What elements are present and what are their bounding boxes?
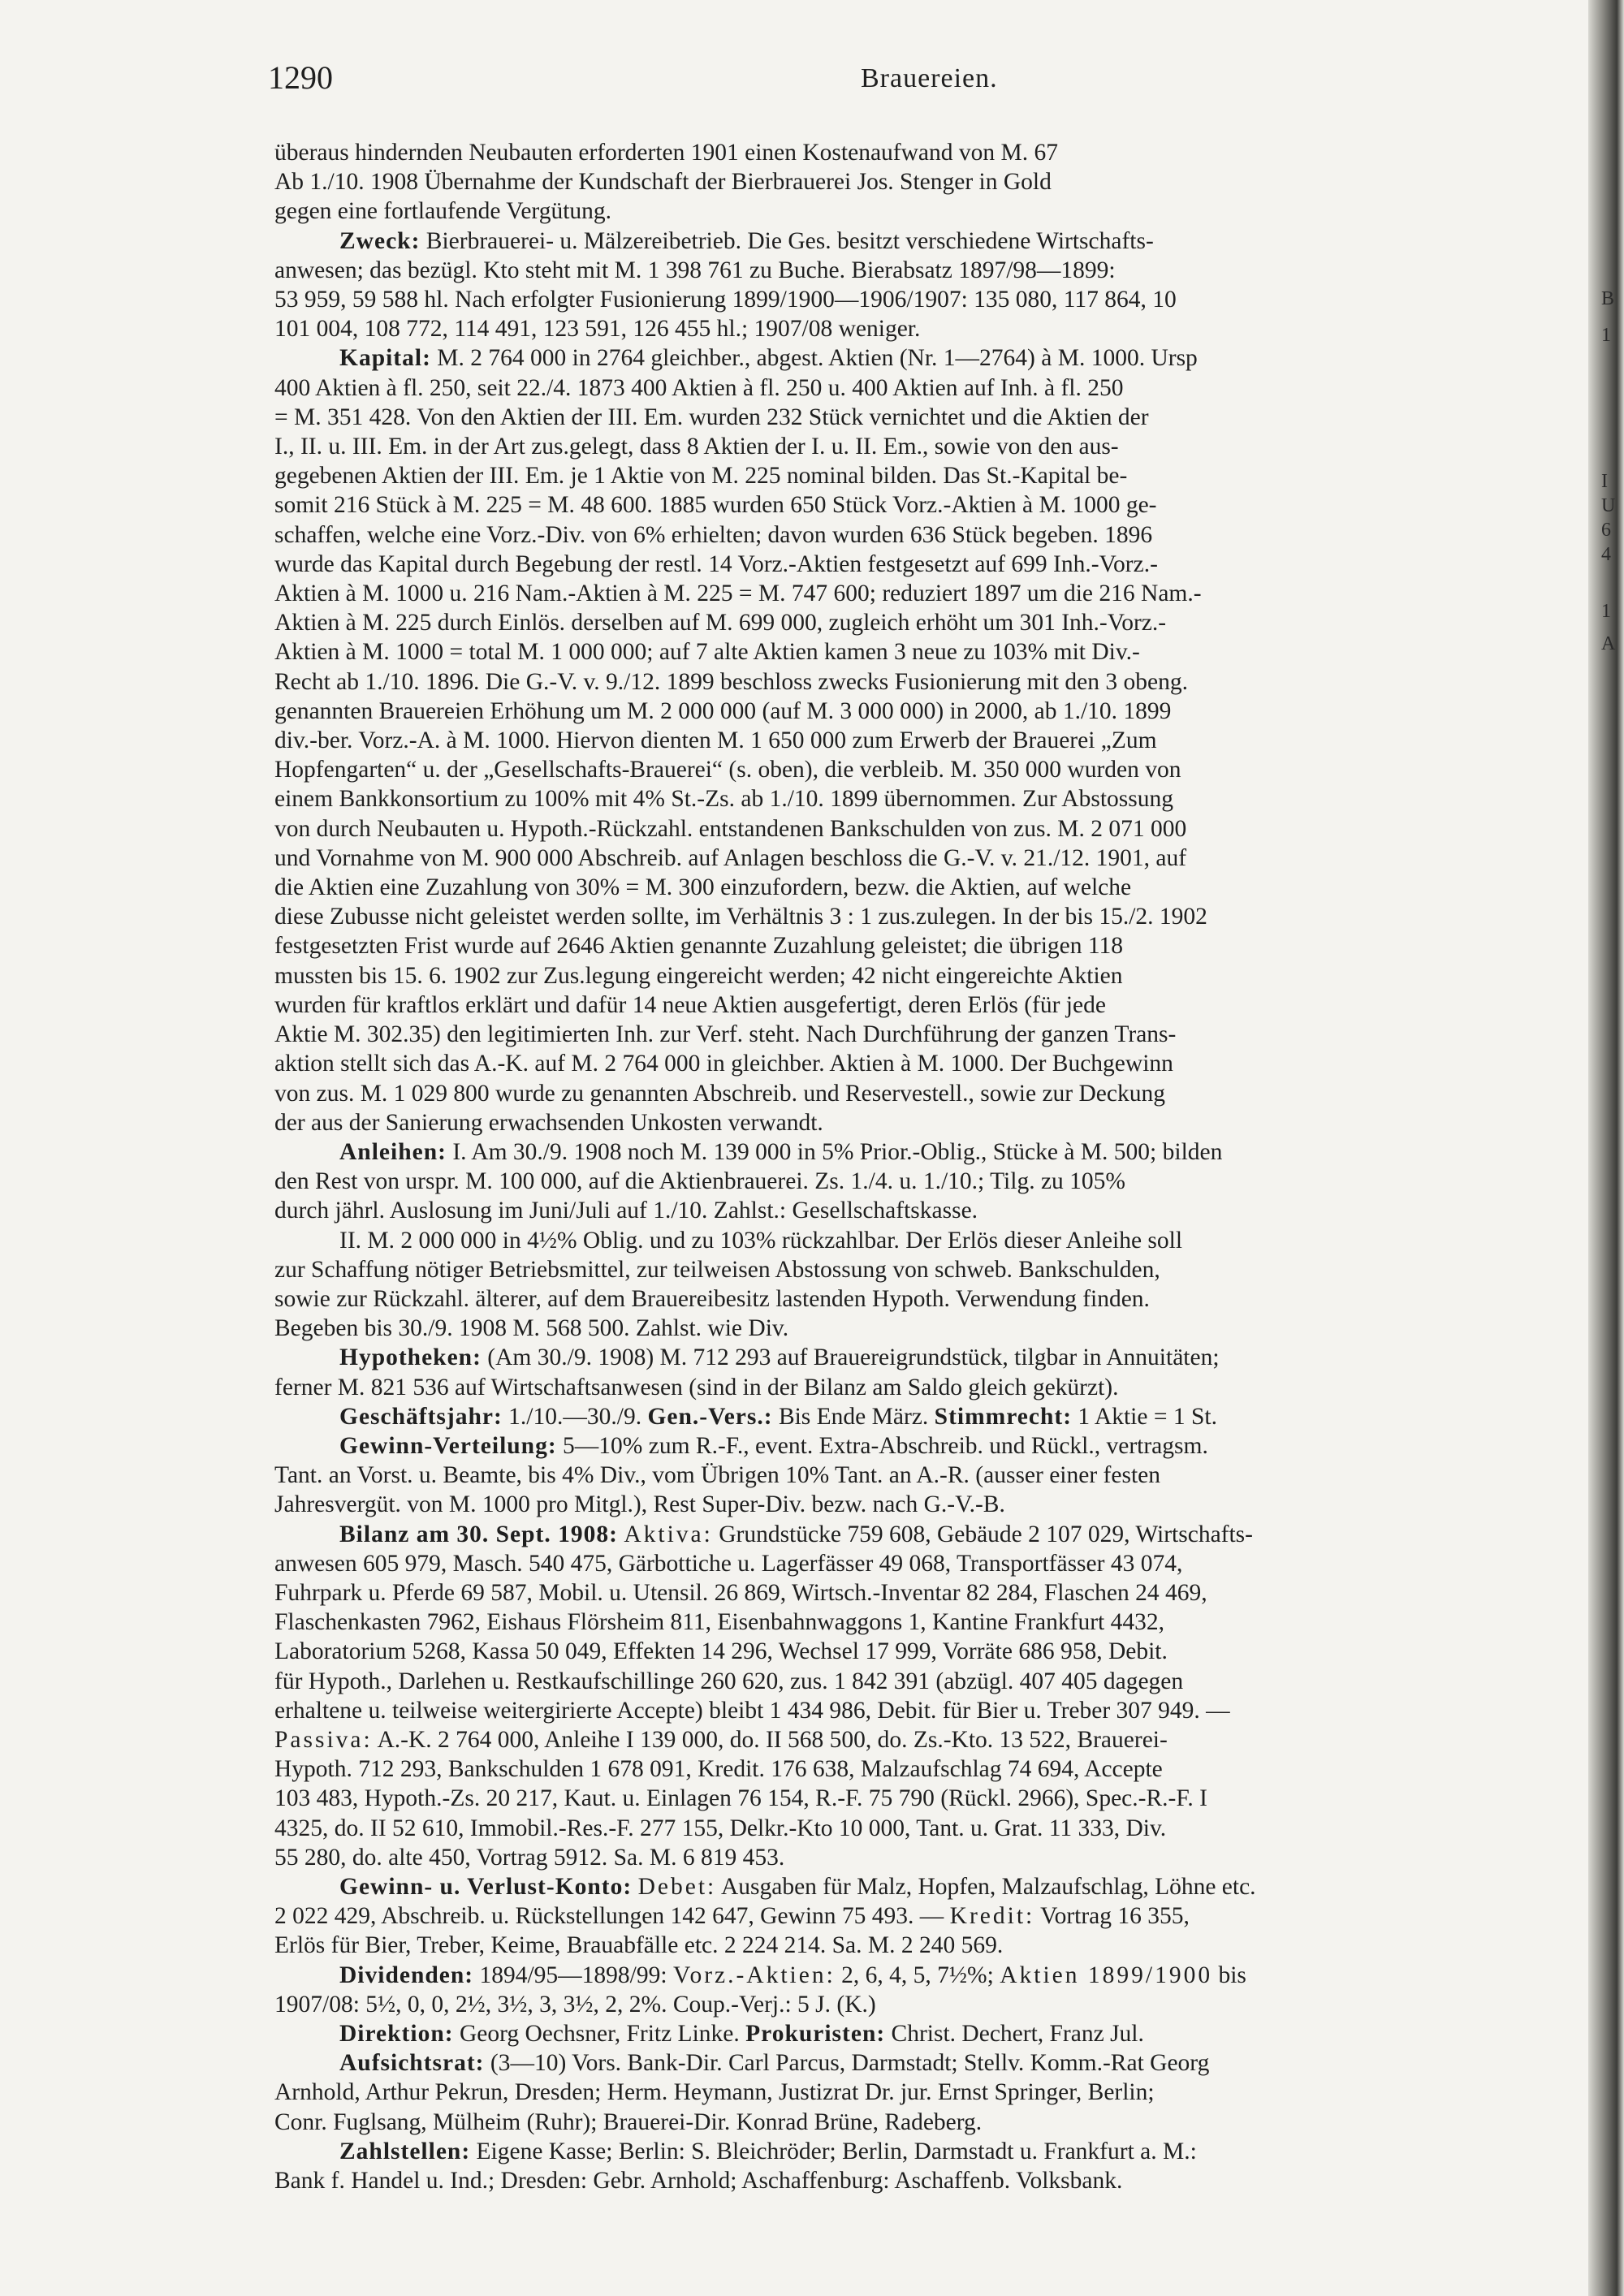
text-line: [274, 608, 1549, 637]
text-run: für Hypoth., Darlehen u. Restkaufschillinge 260 620, zus. 1 842 391 (abzügl. 407 405 dagegen: [274, 1668, 1184, 1694]
section-heading: Aufsichtsrat:: [339, 2050, 485, 2077]
text-line: [274, 1578, 1549, 1608]
text-line: [274, 227, 1549, 256]
text-line: [274, 1049, 1549, 1078]
text-run: die Aktien eine Zuzahlung von 30% = M. 300 einzufordern, bezw. die Aktien, auf welche: [274, 874, 1132, 901]
text-line: [274, 1784, 1549, 1813]
text-run: = M. 351 428. Von den Aktien der III. Em. wurden 232 Stück vernichtet und die Aktien der: [274, 404, 1149, 430]
text-run: 5—10% zum R.-F., event. Extra-Abschreib. und Rückl., vertragsm.: [556, 1432, 1208, 1459]
text-line: [274, 2137, 1549, 2166]
text-run: mussten bis 15. 6. 1902 zur Zus.legung eingereicht werden; 42 nicht eingereichte Aktien: [274, 962, 1123, 989]
text-run: Ausgaben für Malz, Hopfen, Malzaufschlag, Löhne etc.: [716, 1873, 1256, 1900]
text-run: überaus hindernden Neubauten erforderten 1901 einen Kostenaufwand von M. 67: [274, 140, 1059, 166]
text-line: [274, 1314, 1549, 1343]
text-run: 53 959, 59 588 hl. Nach erfolgter Fusionierung 1899/1900—1906/1907: 135 080, 117 864, 10: [274, 287, 1177, 313]
text-line: [274, 2166, 1549, 2195]
text-line: [274, 343, 1549, 373]
text-run: Fuhrpark u. Pferde 69 587, Mobil. u. Utensil. 26 869, Wirtsch.-Inventar 82 284, Flaschen 24 469,: [274, 1579, 1207, 1606]
text-run: (3—10) Vors. Bank-Dir. Carl Parcus, Darmstadt; Stellv. Komm.-Rat Georg: [484, 2050, 1210, 2077]
text-run: von zus. M. 1 029 800 wurde zu genannten Abschreib. und Reservestell., sowie zur Deckung: [274, 1080, 1165, 1107]
text-line: [274, 285, 1549, 314]
text-run: Bierbrauerei- u. Mälzereibetrieb. Die Ges. besitzt verschiedene Wirtschafts-: [420, 227, 1154, 254]
text-line: [274, 1608, 1549, 1637]
text-line: [274, 784, 1549, 814]
text-line: [274, 961, 1549, 990]
text-run: Recht ab 1./10. 1896. Die G.-V. v. 9./12. 1899 beschloss zwecks Fusionierung mit den 3 obeng.: [274, 668, 1188, 695]
text-run: 400 Aktien à fl. 250, seit 22./4. 1873 400 Aktien à fl. 250 u. 400 Aktien auf Inh. à fl. 250: [274, 374, 1124, 401]
text-run: aktion stellt sich das A.-K. auf M. 2 764 000 in gleichber. Aktien à M. 1000. Der Buchgewinn: [274, 1051, 1173, 1077]
text-line: [274, 1020, 1549, 1049]
section-heading: Prokuristen:: [745, 2021, 886, 2047]
page-number: 1290: [268, 59, 333, 96]
margin-fragment: 6: [1601, 520, 1611, 541]
section-heading: Hypotheken:: [339, 1344, 482, 1371]
text-run: durch jährl. Auslosung im Juni/Juli auf 1./10. Zahlst.: Gesellschaftskasse.: [274, 1198, 978, 1224]
text-line: [274, 314, 1549, 343]
text-run: Aktien à M. 1000 = total M. 1 000 000; auf 7 alte Aktien kamen 3 neue zu 103% mit Div.-: [274, 639, 1140, 666]
section-heading: Gewinn-Verteilung:: [339, 1432, 557, 1459]
text-run: Aktien à M. 225 durch Einlös. derselben auf M. 699 000, zugleich erhöht um 301 Inh.-Vorz.-: [274, 610, 1167, 637]
text-line: [274, 1754, 1549, 1784]
text-run: 1 Aktie = 1 St.: [1072, 1403, 1217, 1430]
spaced-label: Vorz.-Aktien:: [672, 1962, 836, 1988]
section-heading: Direktion:: [339, 2021, 454, 2047]
text-run: Aktie M. 302.35) den legitimierten Inh. zur Verf. steht. Nach Durchführung der ganzen Trans-: [274, 1021, 1177, 1048]
text-line: [274, 1255, 1549, 1284]
text-run: anwesen 605 979, Masch. 540 475, Gärbottiche u. Lagerfässer 49 068, Transportfässer 43 074,: [274, 1550, 1183, 1577]
text-line: [274, 902, 1549, 931]
margin-fragment: 4: [1601, 544, 1611, 565]
text-run: 4325, do. II 52 610, Immobil.-Res.-F. 277 155, Delkr.-Kto 10 000, Tant. u. Grat. 11 333, Div.: [274, 1815, 1167, 1841]
text-line: [274, 814, 1549, 844]
running-title: Brauereien.: [861, 63, 998, 93]
text-run: Hypoth. 712 293, Bankschulden 1 678 091, Kredit. 176 638, Malzaufschlag 74 694, Accepte: [274, 1756, 1163, 1783]
text-line: [274, 2078, 1549, 2107]
text-run: von durch Neubauten u. Hypoth.-Rückzahl. entstandenen Bankschulden von zus. M. 2 071 000: [274, 815, 1187, 842]
text-run: Begeben bis 30./9. 1908 M. 568 500. Zahlst. wie Div.: [274, 1315, 789, 1342]
text-line: [274, 1461, 1549, 1490]
text-run: der aus der Sanierung erwachsenden Unkosten verwandt.: [274, 1109, 823, 1136]
text-run: 2 022 429, Abschreib. u. Rückstellungen 142 647, Gewinn 75 493. —: [274, 1903, 950, 1930]
text-run: diese Zubusse nicht geleistet werden sollte, im Verhältnis 3 : 1 zus.zulegen. In der bis 15./2. 1902: [274, 904, 1207, 930]
text-run: (Am 30./9. 1908) M. 712 293 auf Brauereigrundstück, tilgbar in Annuitäten;: [481, 1344, 1220, 1371]
margin-fragment: A: [1601, 633, 1616, 654]
page-header: [268, 58, 1535, 107]
text-line: [274, 1137, 1549, 1167]
text-run: gegen eine fortlaufende Vergütung.: [274, 198, 612, 225]
text-line: [274, 1637, 1549, 1666]
text-run: Hopfengarten“ u. der „Gesellschafts-Brauerei“ (s. oben), die verbleib. M. 350 000 wurden von: [274, 757, 1181, 783]
text-line: [274, 520, 1549, 550]
text-run: I., II. u. III. Em. in der Art zus.gelegt, dass 8 Aktien der I. u. II. Em., sowie von den aus-: [274, 434, 1119, 460]
text-line: [274, 1696, 1549, 1725]
text-line: [274, 1549, 1549, 1578]
text-run: anwesen; das bezügl. Kto steht mit M. 1 398 761 zu Buche. Bierabsatz 1897/98—1899:: [274, 257, 1116, 283]
section-heading: Anleihen:: [339, 1138, 447, 1165]
margin-fragment: U: [1601, 495, 1616, 516]
margin-fragment: 1: [1601, 325, 1611, 346]
text-run: Arnhold, Arthur Pekrun, Dresden; Herm. Heymann, Justizrat Dr. jur. Ernst Springer, Berlin;: [274, 2079, 1155, 2106]
text-line: [274, 1520, 1549, 1549]
text-line: [274, 1667, 1549, 1696]
section-heading: Gewinn- u. Verlust-Konto:: [339, 1873, 633, 1900]
text-run: 1894/95—1898/99:: [473, 1962, 673, 1988]
text-run: Christ. Dechert, Franz Jul.: [885, 2021, 1144, 2047]
text-line: [274, 931, 1549, 960]
text-line: [274, 1961, 1549, 1990]
text-run: sowie zur Rückzahl. älterer, auf dem Brauereibesitz lastenden Hypoth. Verwendung finden.: [274, 1285, 1150, 1312]
text-run: gegebenen Aktien der III. Em. je 1 Aktie von M. 225 nominal bilden. Das St.-Kapital be-: [274, 463, 1128, 490]
text-line: [274, 490, 1549, 520]
text-run: Georg Oechsner, Fritz Linke.: [453, 2021, 746, 2047]
text-run: Bank f. Handel u. Ind.; Dresden: Gebr. Arnhold; Aschaffenburg: Aschaffenb. Volksbank.: [274, 2168, 1123, 2195]
section-heading: Stimmrecht:: [934, 1403, 1073, 1430]
text-run: Flaschenkasten 7962, Eishaus Flörsheim 811, Eisenbahnwaggons 1, Kantine Frankfurt 4432,: [274, 1609, 1164, 1636]
text-line: [274, 196, 1549, 226]
text-run: Grundstücke 759 608, Gebäude 2 107 029, Wirtschafts-: [712, 1521, 1253, 1547]
text-run: div.-ber. Vorz.-A. à M. 1000. Hiervon dienten M. 1 650 000 zum Erwerb der Brauerei „Zum: [274, 727, 1157, 754]
text-line: [274, 726, 1549, 755]
text-run: einem Bankkonsortium zu 100% mit 4% St.-Zs. ab 1./10. 1899 übernommen. Zur Abstossung: [274, 786, 1173, 813]
margin-fragment: 1: [1601, 601, 1611, 622]
text-line: [274, 1843, 1549, 1872]
text-line: [274, 138, 1549, 167]
text-line: [274, 2048, 1549, 2078]
text-line: [274, 256, 1549, 285]
text-line: [274, 667, 1549, 697]
text-line: [274, 990, 1549, 1020]
text-line: [274, 373, 1549, 403]
text-line: [274, 1931, 1549, 1960]
text-line: [274, 1402, 1549, 1431]
text-run: somit 216 Stück à M. 225 = M. 48 600. 1885 wurden 650 Stück Vorz.-Aktien à M. 1000 ge-: [274, 492, 1157, 519]
text-line: [274, 1901, 1549, 1931]
text-run: Tant. an Vorst. u. Beamte, bis 4% Div., vom Übrigen 10% Tant. an A.-R. (ausser einer festen: [274, 1462, 1160, 1489]
text-line: [274, 1431, 1549, 1461]
text-run: wurden für kraftlos erklärt und dafür 14 neue Aktien ausgefertigt, deren Erlös (für jede: [274, 991, 1106, 1018]
text-run: wurde das Kapital durch Begebung der restl. 14 Vorz.-Aktien festgesetzt auf 699 Inh.-Vorz.-: [274, 550, 1158, 577]
text-run: Bis Ende März.: [772, 1403, 935, 1430]
text-run: bis: [1212, 1962, 1246, 1988]
margin-fragment: B: [1601, 288, 1615, 309]
text-line: [274, 1373, 1549, 1402]
text-run: Ab 1./10. 1908 Übernahme der Kundschaft der Bierbrauerei Jos. Stenger in Gold: [274, 169, 1052, 196]
text-run: 1./10.—30./9.: [502, 1403, 648, 1430]
text-run: zur Schaffung nötiger Betriebsmittel, zur teilweisen Abstossung von schweb. Bankschulden,: [274, 1256, 1160, 1283]
section-heading: Zweck:: [339, 227, 421, 254]
text-run: genannten Brauereien Erhöhung um M. 2 000 000 (auf M. 3 000 000) in 2000, ab 1./10. 1899: [274, 697, 1172, 724]
text-line: [274, 637, 1549, 667]
text-run: erhaltene u. teilweise weitergirierte Accepte) bleibt 1 434 986, Debit. für Bier u. Treber 307 949. —: [274, 1697, 1230, 1724]
text-line: [274, 1196, 1549, 1225]
margin-fragment: I: [1601, 471, 1608, 492]
text-line: [274, 1343, 1549, 1372]
text-line: [274, 432, 1549, 461]
spaced-label: Aktien 1899/1900: [1000, 1962, 1213, 1988]
text-line: [274, 1490, 1549, 1519]
text-line: [274, 550, 1549, 579]
section-heading: Kapital:: [339, 345, 431, 372]
text-line: [274, 1226, 1549, 1255]
text-run: II. M. 2 000 000 in 4½% Oblig. und zu 103% rückzahlbar. Der Erlös dieser Anleihe soll: [339, 1227, 1183, 1254]
text-run: 103 483, Hypoth.-Zs. 20 217, Kaut. u. Einlagen 76 154, R.-F. 75 790 (Rückl. 2966), Spec.-R.-F. I: [274, 1785, 1207, 1812]
text-run: Eigene Kasse; Berlin: S. Bleichröder; Berlin, Darmstadt u. Frankfurt a. M.:: [470, 2138, 1197, 2164]
section-heading: Gen.-Vers.:: [647, 1403, 773, 1430]
text-line: [274, 403, 1549, 432]
text-run: Vortrag 16 355,: [1034, 1903, 1190, 1930]
text-run: festgesetzten Frist wurde auf 2646 Aktien genannte Zuzahlung geleistet; die übrigen 118: [274, 933, 1124, 960]
text-line: [274, 1725, 1549, 1754]
text-run: Aktien à M. 1000 u. 216 Nam.-Aktien à M. 225 = M. 747 600; reduziert 1897 um die 216 Nam.-: [274, 580, 1202, 607]
text-line: [274, 167, 1549, 196]
text-line: [274, 1108, 1549, 1137]
text-run: I. Am 30./9. 1908 noch M. 139 000 in 5% Prior.-Oblig., Stücke à M. 500; bilden: [446, 1138, 1223, 1165]
text-run: den Rest von urspr. M. 100 000, auf die Aktienbrauerei. Zs. 1./4. u. 1./10.; Tilg. zu 105%: [274, 1168, 1125, 1195]
text-run: Conr. Fuglsang, Mülheim (Ruhr); Brauerei-Dir. Konrad Brüne, Radeberg.: [274, 2108, 983, 2135]
text-run: Erlös für Bier, Treber, Keime, Brauabfälle etc. 2 224 214. Sa. M. 2 240 569.: [274, 1932, 1004, 1959]
text-line: [274, 1872, 1549, 1901]
text-line: [274, 844, 1549, 873]
text-run: 2, 6, 4, 5, 7½%;: [835, 1962, 1000, 1988]
text-line: [274, 1079, 1549, 1108]
text-run: A.-K. 2 764 000, Anleihe I 139 000, do. II 568 500, do. Zs.-Kto. 13 522, Brauerei-: [372, 1726, 1168, 1753]
text-line: [274, 1814, 1549, 1843]
text-line: [274, 755, 1549, 784]
spaced-label: Passiva:: [274, 1726, 373, 1753]
text-line: [274, 461, 1549, 490]
text-line: [274, 1167, 1549, 1196]
text-line: [274, 2108, 1549, 2137]
text-run: schaffen, welche eine Vorz.-Div. von 6% erhielten; davon wurden 636 Stück begeben. 1896: [274, 521, 1153, 548]
text-run: [632, 1874, 637, 1900]
document-body: [274, 138, 1549, 2195]
text-run: ferner M. 821 536 auf Wirtschaftsanwesen (sind in der Bilanz am Saldo gleich gekürzt).: [274, 1374, 1119, 1400]
text-run: 1907/08: 5½, 0, 0, 2½, 3½, 3, 3½, 2, 2%. Coup.-Verj.: 5 J. (K.): [274, 1991, 876, 2018]
text-run: M. 2 764 000 in 2764 gleichber., abgest. Aktien (Nr. 1—2764) à M. 1000. Ursp: [430, 345, 1198, 372]
text-run: 55 280, do. alte 450, Vortrag 5912. Sa. M. 6 819 453.: [274, 1844, 785, 1871]
text-run: und Vornahme von M. 900 000 Abschreib. auf Anlagen beschloss die G.-V. v. 21./12. 1901, auf: [274, 844, 1187, 871]
section-heading: Bilanz am 30. Sept. 1908:: [339, 1521, 618, 1547]
section-heading: Dividenden:: [339, 1962, 474, 1988]
text-line: [274, 1284, 1549, 1314]
spaced-label: Kredit:: [949, 1903, 1035, 1930]
text-line: [274, 873, 1549, 902]
spaced-label: Debet:: [637, 1873, 717, 1900]
spaced-label: Aktiva:: [624, 1521, 713, 1547]
section-heading: Geschäftsjahr:: [339, 1403, 503, 1430]
section-heading: Zahlstellen:: [339, 2138, 471, 2164]
text-line: [274, 697, 1549, 726]
text-run: Laboratorium 5268, Kassa 50 049, Effekten 14 296, Wechsel 17 999, Vorräte 686 958, Debit.: [274, 1638, 1168, 1665]
text-line: [274, 2019, 1549, 2048]
text-line: [274, 579, 1549, 608]
text-line: [274, 1990, 1549, 2019]
text-run: 101 004, 108 772, 114 491, 123 591, 126 455 hl.; 1907/08 weniger.: [274, 316, 921, 343]
text-run: Jahresvergüt. von M. 1000 pro Mitgl.), Rest Super-Div. bezw. nach G.-V.-B.: [274, 1491, 1005, 1518]
